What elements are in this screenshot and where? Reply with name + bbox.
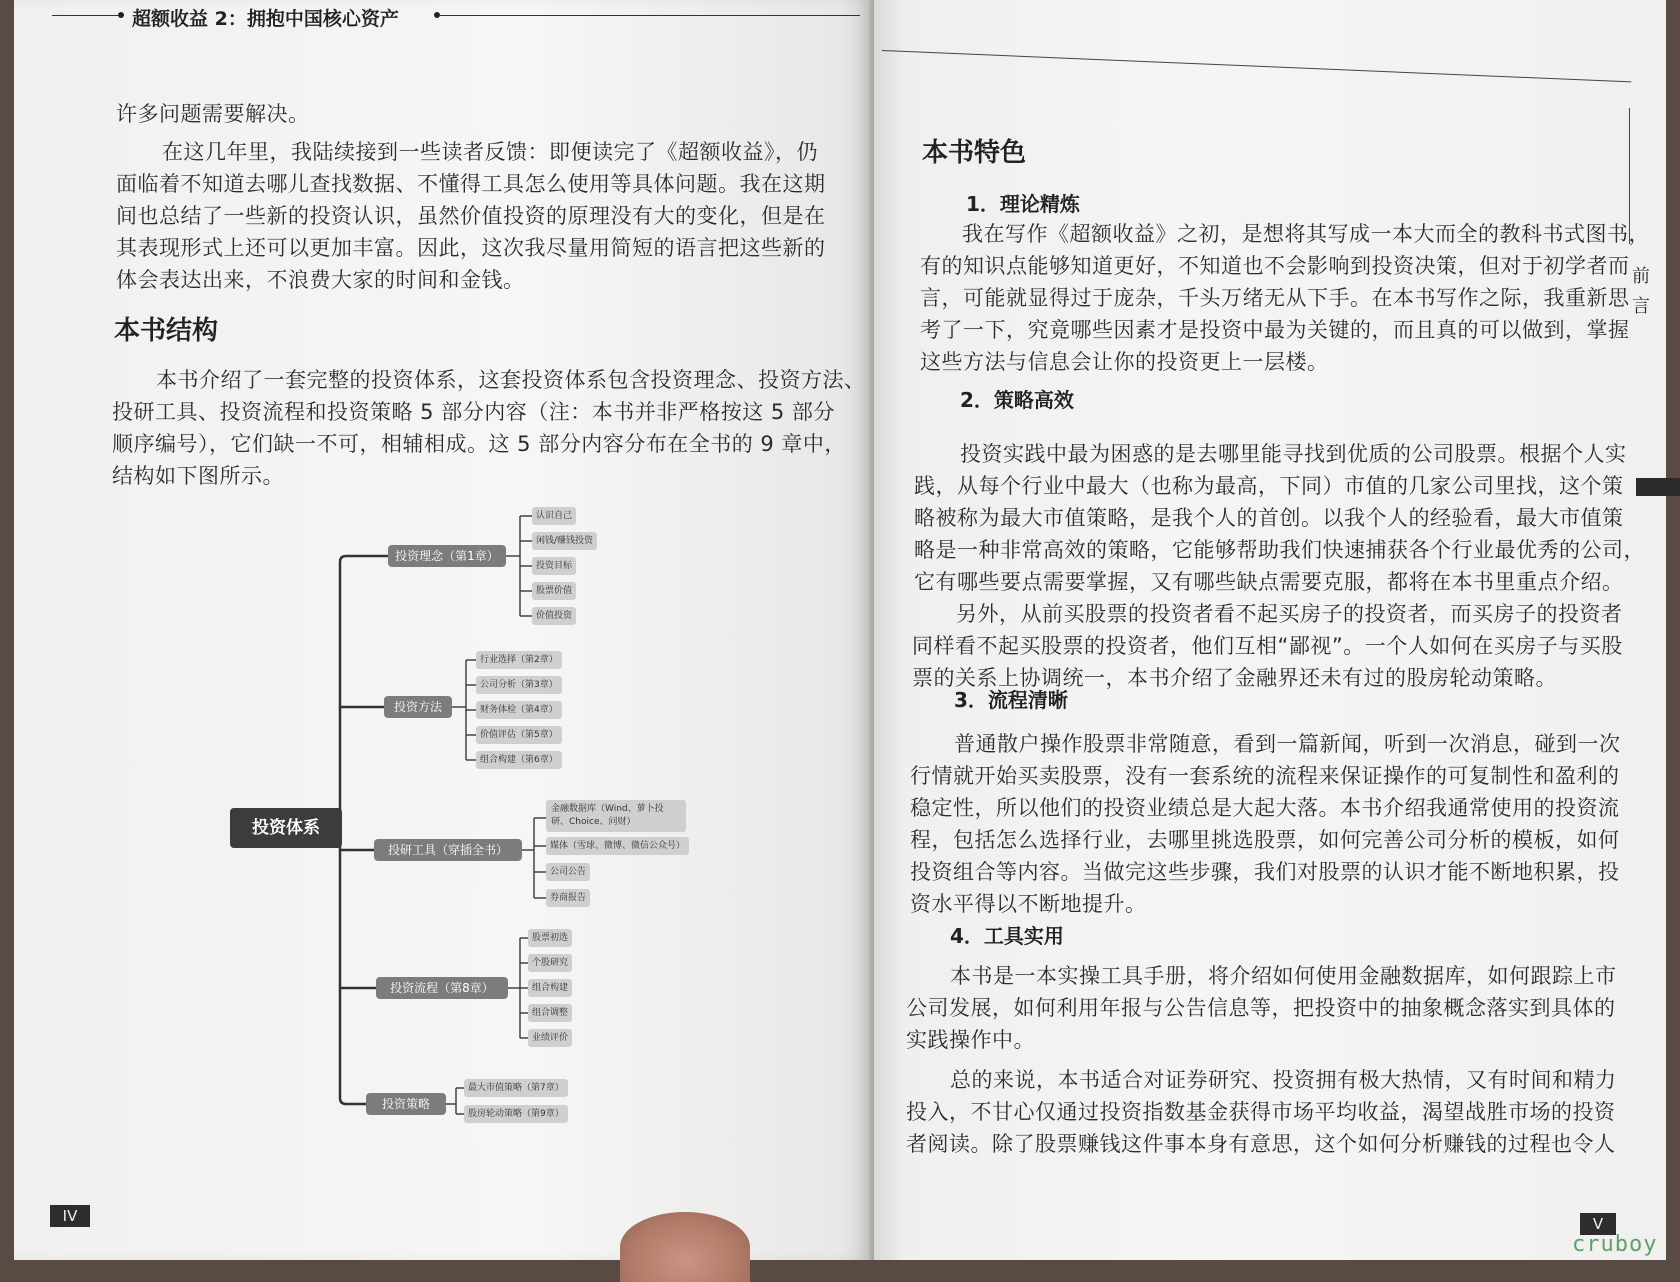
diagram-leaf-node: 闲钱/赚钱投资 [532,532,597,550]
text-line: 这些方法与信息会让你的投资更上一层楼。 [920,350,1329,374]
text-line: 本书介绍了一套完整的投资体系，这套投资体系包含投资理念、投资方法、 [156,368,866,392]
diagram-leaf-node: 组合调整 [528,1004,572,1022]
text-line: 稳定性，所以他们的投资业绩总是大起大落。本书介绍我通常使用的投资流 [910,796,1620,820]
text-line: 实践操作中。 [906,1028,1035,1052]
diagram-leaf-node: 股票初选 [528,929,572,947]
text-line: 考了一下，究竟哪些因素才是投资中最为关键的，而且真的可以做到，掌握 [920,318,1630,342]
text-line: 公司发展，如何利用年报与公告信息等，把投资中的抽象概念落实到具体的 [906,996,1616,1020]
text-line: 票的关系上协调统一，本书介绍了金融界还未有过的股房轮动策略。 [912,666,1557,690]
feature-heading: 2．策略高效 [960,388,1074,412]
text-line: 顺序编号），它们缺一不可，相辅相成。这 5 部分内容分布在全书的 9 章中， [112,432,846,456]
diagram-leaf-node: 个股研究 [528,954,572,972]
side-tab-preface: 前言 [1632,266,1650,317]
text-line: 行情就开始买卖股票，没有一套系统的流程来保证操作的可复制性和盈利的 [910,764,1620,788]
diagram-branch-node: 投资方法 [384,696,452,718]
text-line: 言，可能就显得过于庞杂，千头万绪无从下手。在本书写作之际，我重新思 [920,286,1630,310]
diagram-leaf-node: 公司公告 [546,863,590,881]
watermark-text: cruboy [1572,1232,1658,1257]
text-line: 我在写作《超额收益》之初，是想将其写成一本大而全的教科书式图书， [962,222,1650,246]
page-number-left: IV [50,1205,90,1227]
text-line: 间也总结了一些新的投资认识，虽然价值投资的原理没有大的变化，但是在 [116,204,826,228]
text-line: 投研工具、投资流程和投资策略 5 部分内容（注：本书并非严格按这 5 部分 [112,400,835,424]
diagram-leaf-node: 股票价值 [532,582,576,600]
diagram-leaf-node: 财务体检（第4章） [476,701,562,719]
diagram-leaf-node: 公司分析（第3章） [476,676,562,694]
diagram-leaf-node: 投资目标 [532,557,576,575]
text-line: 投入，不甘心仅通过投资指数基金获得市场平均收益，渴望战胜市场的投资 [906,1100,1616,1124]
diagram-leaf-node: 媒体（雪球、微博、微信公众号） [546,837,689,855]
text-line: 略被称为最大市值策略，是我个人的首创。以我个人的经验看，最大市值策 [914,506,1624,530]
diagram-branch-node: 投资策略 [366,1093,446,1115]
paragraph-top: 许多问题需要解决。 [116,102,310,126]
text-line: 略是一种非常高效的策略，它能够帮助我们快速捕获各个行业最优秀的公司， [914,538,1645,562]
feature-heading: 4．工具实用 [950,924,1064,948]
page-number-right: V [1580,1213,1616,1235]
text-line: 结构如下图所示。 [112,464,284,488]
text-line: 本书是一本实操工具手册，将介绍如何使用金融数据库，如何跟踪上市 [950,964,1617,988]
thumb-index-mark [1636,478,1680,496]
diagram-branch-node: 投研工具（穿插全书） [374,839,522,861]
text-line: 另外，从前买股票的投资者看不起买房子的投资者，而买房子的投资者 [956,602,1623,626]
finger-photo-artifact [620,1212,750,1282]
text-line: 有的知识点能够知道更好，不知道也不会影响到投资决策，但对于初学者而 [920,254,1630,278]
text-line: 践，从每个行业中最大（也称为最高，下同）市值的几家公司里找，这个策 [914,474,1624,498]
text-line: 总的来说，本书适合对证券研究、投资拥有极大热情，又有时间和精力 [950,1068,1617,1092]
diagram-leaf-node: 券商报告 [546,889,590,907]
text-line: 它有哪些要点需要掌握，又有哪些缺点需要克服，都将在本书里重点介绍。 [914,570,1624,594]
text-line: 投资实践中最为困惑的是去哪里能寻找到优质的公司股票。根据个人实 [960,442,1627,466]
text-line: 投资组合等内容。当做完这些步骤，我们对股票的认识才能不断地积累，投 [910,860,1620,884]
feature-heading: 1．理论精炼 [966,192,1080,216]
text-line: 面临着不知道去哪儿查找数据、不懂得工具怎么使用等具体问题。我在这期 [116,172,826,196]
header-title: 超额收益 2：拥抱中国核心资产 [132,8,399,30]
feature-heading: 3．流程清晰 [954,688,1068,712]
text-line: 资水平得以不断地提升。 [910,892,1147,916]
diagram-leaf-node: 组合构建 [528,979,572,997]
text-line: 体会表达出来，不浪费大家的时间和金钱。 [116,268,525,292]
diagram-branch-node: 投资流程（第8章） [376,977,508,999]
diagram-leaf-node: 组合构建（第6章） [476,751,562,769]
diagram-leaf-node: 金融数据库（Wind、萝卜投研、Choice、问财） [546,800,686,832]
diagram-leaf-node: 最大市值策略（第7章） [464,1079,568,1097]
diagram-branch-node: 投资理念（第1章） [388,545,506,567]
diagram-leaf-node: 价值投资 [532,607,576,625]
text-line: 同样看不起买股票的投资者，他们互相“鄙视”。一个人如何在买房子与买股 [912,634,1623,658]
text-line: 程，包括怎么选择行业，去哪里挑选股票，如何完善公司分析的模板，如何 [910,828,1620,852]
text-line: 者阅读。除了股票赚钱这件事本身有意思，这个如何分析赚钱的过程也令人 [906,1132,1616,1156]
text-line: 其表现形式上还可以更加丰富。因此，这次我尽量用简短的语言把这些新的 [116,236,826,260]
diagram-leaf-node: 股房轮动策略（第9章） [464,1105,568,1123]
text-line: 普通散户操作股票非常随意，看到一篇新闻，听到一次消息，碰到一次 [954,732,1621,756]
diagram-leaf-node: 行业选择（第2章） [476,651,562,669]
text-line: 在这几年里，我陆续接到一些读者反馈：即便读完了《超额收益》，仍 [162,140,818,164]
diagram-leaf-node: 认识自己 [532,507,576,525]
section-title-features: 本书特色 [922,138,1027,168]
diagram-leaf-node: 业绩评价 [528,1029,572,1047]
section-title-structure: 本书结构 [114,316,219,346]
diagram-leaf-node: 价值评估（第5章） [476,726,562,744]
diagram-root-node: 投资体系 [230,808,342,848]
